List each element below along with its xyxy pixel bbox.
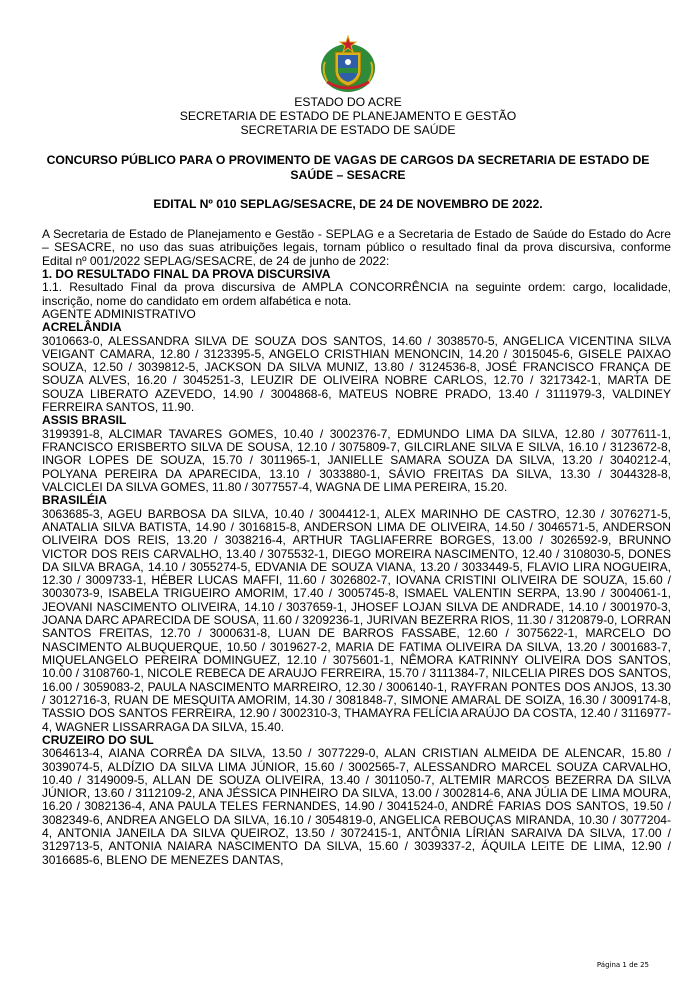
city-heading: BRASILÉIA <box>42 493 107 508</box>
header-seplag: SECRETARIA DE ESTADO DE PLANEJAMENTO E GESTÃO <box>179 109 517 123</box>
city-heading: ACRELÂNDIA <box>42 320 122 335</box>
section-heading: 1. DO RESULTADO FINAL DA PROVA DISCURSIVA <box>42 266 331 281</box>
intro-paragraph: A Secretaria de Estado de Planejamento e Gestão - SEPLAG e a Secretaria de Estado de Saúde do Estado do Acre – SESACRE, no uso das suas atribuições legais, tornam público o resultado final da prova discursiva, conforme Edital nº 001/2022 SEPLAG/SESACRE, de 24 de junho de 2022: <box>42 227 671 268</box>
city-heading: CRUZEIRO DO SUL <box>42 732 154 747</box>
document-title: CONCURSO PÚBLICO PARA O PROVIMENTO DE VAGAS DE CARGOS DA SECRETARIA DE ESTADO DE SAÚDE – SESACRE <box>46 153 650 182</box>
section-paragraph: 1.1. Resultado Final da prova discursiva de AMPLA CONCORRÊNCIA na seguinte ordem: cargo, localidade, inscrição, nome do candidato em ordem alfabética e nota. <box>42 280 671 308</box>
header-state: ESTADO DO ACRE <box>294 95 402 109</box>
document-header <box>40 95 656 137</box>
cargo-heading: AGENTE ADMINISTRATIVO <box>42 306 196 321</box>
candidate-list: 3064613-4, AIANA CORRÊA DA SILVA, 13.50 / 3077229-0, ALAN CRISTIAN ALMEIDA DE ALENCAR, 15.80 / 3039074-5, ALDÍZIO DA SILVA LIMA JÚNIOR, 15.60 / 3002565-7, ALESSANDRO MARCEL SOUZA CARVALHO, 10.40 / 3149009-5, ALLAN DE SOUZA OLIVEIRA, 13.40 / 3011050-7, ALTEMIR MARCOS BEZERRA DA SILVA JÚNIOR, 13.60 / 3112109-2, ANA JÉSSICA PINHEIRO DA SILVA, 13.00 / 3002814-6, ANA JÚLIA DE LIMA MOURA, 16.20 / 3082136-4, ANA PAULA TELES FERNANDES, 14.90 / 3041524-0, ANDRÉ FARIAS DOS SANTOS, 19.50 / 3082349-6, ANDREA ANGELO DA SILVA, 16.10 / 3054819-0, ANGELICA REBOUÇAS MIRANDA, 10.30 / 3077204-4, ANTONIA JANEILA DA SILVA QUEIROZ, 13.50 / 3072415-1, ANTÔNIA LÍRIAN SARAIVA DA SILVA, 17.00 / 3129713-5, ANTONIA NAIARA NASCIMENTO DA SILVA, 15.60 / 3039337-2, ÁQUILA LEITE DE LIMA, 12.90 / 3016685-6, BLENO DE MENEZES DANTAS, <box>42 746 671 867</box>
candidate-list: 3199391-8, ALCIMAR TAVARES GOMES, 10.40 / 3002376-7, EDMUNDO LIMA DA SILVA, 12.80 / 3077611-1, FRANCISCO ERISBERTO SILVA DE SOUSA, 12.10 / 3075809-7, GILCIRLANE SILVA E SILVA, 16.10 / 3123672-8, INGOR LOPES DE SOUZA, 15.70 / 3011965-1, JANIELLE SAMARA SOUZA DA SILVA, 13.20 / 3040212-4, POLYANA PEREIRA DA APARECIDA, 13.10 / 3033880-1, SÁVIO FREITAS DA SILVA, 13.30 / 3044328-8, VALCICLEI DA SILVA GOMES, 11.80 / 3077557-4, WAGNA DE LIMA PEREIRA, 15.20. <box>42 426 671 494</box>
page-number: Página 1 de 25 <box>596 961 649 969</box>
candidate-list: 3010663-0, ALESSANDRA SILVA DE SOUZA DOS SANTOS, 14.60 / 3038570-5, ANGELICA VICENTINA SILVA VEIGANT CAMARA, 12.80 / 3123395-5, ANGELO CRISTHIAN MENONCIN, 14.20 / 3015045-6, GISELE PAIXAO SOUZA, 12.50 / 3039812-5, JACKSON DA SILVA MUNIZ, 13.80 / 3124536-8, JOSÉ FRANCISCO FRANÇA DE SOUZA ALVES, 16.20 / 3045251-3, LEUZIR DE OLIVEIRA NOBRE CARLOS, 12.70 / 3217342-1, MARTA DE SOUZA LIBERATO AZEVEDO, 14.90 / 3004868-6, MATEUS NOBRE PRADO, 13.40 / 3111979-3, VALDINEY FERREIRA SANTOS, 11.90. <box>42 333 671 415</box>
city-heading: ASSIS BRASIL <box>42 413 127 428</box>
edital-heading: EDITAL Nº 010 SEPLAG/SESACRE, DE 24 DE NOVEMBRO DE 2022. <box>153 197 543 211</box>
document-body <box>42 228 671 867</box>
header-sesacre: SECRETARIA DE ESTADO DE SAÚDE <box>240 123 456 137</box>
candidate-list: 3063685-3, AGEU BARBOSA DA SILVA, 10.40 / 3004412-1, ALEX MARINHO DE CASTRO, 12.30 / 3076271-5, ANATALIA SILVA BATISTA, 14.90 / 3016815-8, ANDERSON LIMA DE OLIVEIRA, 14.50 / 3046571-5, ANDERSON OLIVEIRA DOS REIS, 13.20 / 3038216-4, ARTHUR TAGLIAFERRE BORGES, 13.00 / 3026592-9, BRUNNO VICTOR DOS REIS CARVALHO, 13.40 / 3075532-1, DIEGO MOREIRA NASCIMENTO, 12.40 / 3108030-5, DONES DA SILVA BRAGA, 14.10 / 3055274-5, EDVANIA DE SOUZA VIANA, 13.20 / 3033449-5, FLAVIO LIRA NOGUEIRA, 12.30 / 3009733-1, HÉBER LUCAS MAFFI, 11.60 / 3026802-7, IOVANA CRISTINI OLIVEIRA DE SOUZA, 15.60 / 3003073-9, ISABELA TRIGUEIRO AMORIM, 17.40 / 3005745-8, ISMAEL VALENTIN SERPA, 13.90 / 3004061-1, JEOVANI NASCIMENTO OLIVEIRA, 14.10 / 3037659-1, JHOSEF LOJAN SILVA DE ANDRADE, 14.10 / 3001970-3, JOANA DARC APARECIDA DE SOUSA, 11.60 / 3209236-1, JURIVAN BEZERRA RIOS, 11.30 / 3120879-0, LORRAN SANTOS FREITAS, 12.70 / 3000631-8, LUAN DE BARROS FASSABE, 12.60 / 3075622-1, MARCELO DO NASCIMENTO ALBUQUERQUE, 10.50 / 3019627-2, MARIA DE FATIMA OLIVEIRA DA SILVA, 13.20 / 3001683-7, MIQUELANGELO PEREIRA DOMINGUEZ, 12.10 / 3075601-1, NÊMORA KATRINNY OLIVEIRA DOS SANTOS, 10.00 / 3108760-1, NICOLE REBECA DE ARAUJO FERREIRA, 15.70 / 3111384-7, NILCELIA PIRES DOS SANTOS, 16.00 / 3059083-2, PAULA NASCIMENTO MARREIRO, 12.30 / 3006140-1, RAYFRAN PONTES DOS ANJOS, 13.30 / 3012716-3, RUAN DE MESQUITA AMORIM, 14.30 / 3081848-7, SIMONE AMARAL DE SOIZA, 16.30 / 3009174-8, TASSIO DOS SANTOS FERREIRA, 12.90 / 3002310-3, THAMAYRA FELÍCIA ARAÚJO DA COSTA, 12.40 / 3116977-4, WAGNER LISSARRAGA DA SILVA, 15.40. <box>42 506 671 734</box>
state-coat-of-arms-icon <box>319 32 377 94</box>
